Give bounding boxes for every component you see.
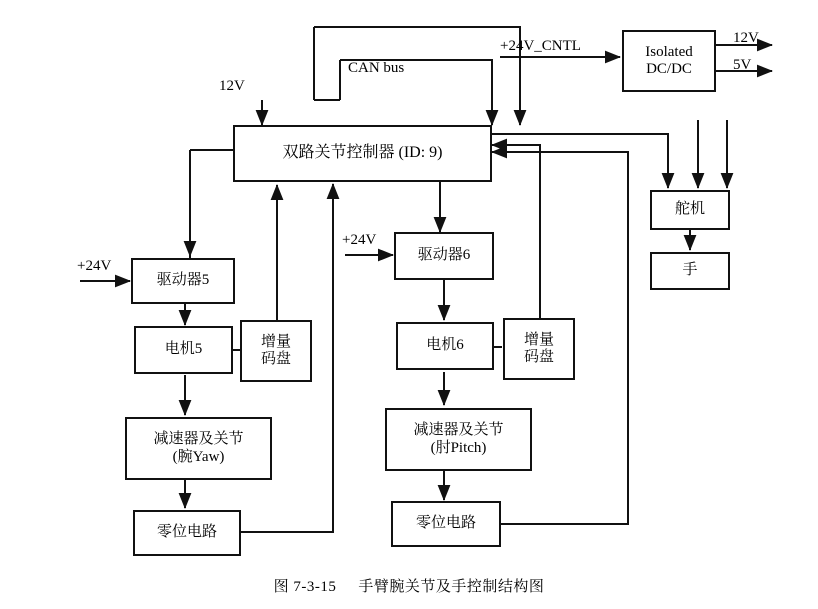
label-24v-mid: +24V: [342, 232, 377, 248]
servo-label: 舵机: [674, 201, 705, 218]
zero-circuit-6-label: 零位电路: [415, 515, 476, 532]
motor6-label: 电机6: [426, 337, 464, 354]
motor5-label: 电机5: [164, 341, 203, 358]
reducer5-line1: 减速器及关节: [153, 431, 244, 448]
zero-circuit-5-label: 零位电路: [156, 524, 217, 541]
hand-label: 手: [682, 262, 698, 279]
reducer6-line1: 减速器及关节: [413, 422, 504, 439]
caption-title: 手臂腕关节及手控制结构图: [358, 579, 545, 595]
isolated-dcdc-line1: Isolated: [645, 43, 693, 60]
driver5-label: 驱动器5: [156, 272, 210, 289]
box-zero-circuit-6: [391, 501, 501, 547]
box-driver5: [131, 258, 235, 304]
encoder5-line1: 增量: [260, 333, 291, 350]
caption-number: 图 7-3-15: [273, 579, 337, 595]
label-24v-cntl: +24V_CNTL: [500, 38, 581, 54]
box-isolated-dcdc: [622, 30, 716, 92]
box-servo: [650, 190, 730, 230]
box-reducer5: [125, 417, 272, 480]
label-5v-right: 5V: [733, 57, 752, 73]
box-driver6: [394, 232, 494, 280]
isolated-dcdc-line2: DC/DC: [646, 61, 692, 77]
box-joint-controller: [233, 125, 492, 182]
encoder5-line2: 码盘: [260, 351, 291, 367]
label-24v-left: +24V: [77, 258, 112, 274]
box-encoder6: [503, 318, 575, 380]
box-reducer6: [385, 408, 532, 471]
box-hand: [650, 252, 730, 290]
box-motor6: [396, 322, 494, 370]
figure-caption: [0, 575, 818, 596]
label-can-bus: CAN bus: [348, 60, 405, 76]
reducer6-line2: (肘Pitch): [430, 439, 487, 456]
box-encoder5: [240, 320, 312, 382]
encoder6-line2: 码盘: [523, 349, 554, 365]
label-12v-left: 12V: [219, 78, 245, 94]
driver6-label: 驱动器6: [417, 247, 471, 264]
joint-controller-label: 双路关节控制器 (ID: 9): [282, 144, 443, 162]
box-zero-circuit-5: [133, 510, 241, 556]
label-12v-right: 12V: [733, 30, 759, 46]
box-motor5: [134, 326, 233, 374]
reducer5-line2: (腕Yaw): [172, 448, 225, 465]
encoder6-line1: 增量: [523, 331, 554, 348]
